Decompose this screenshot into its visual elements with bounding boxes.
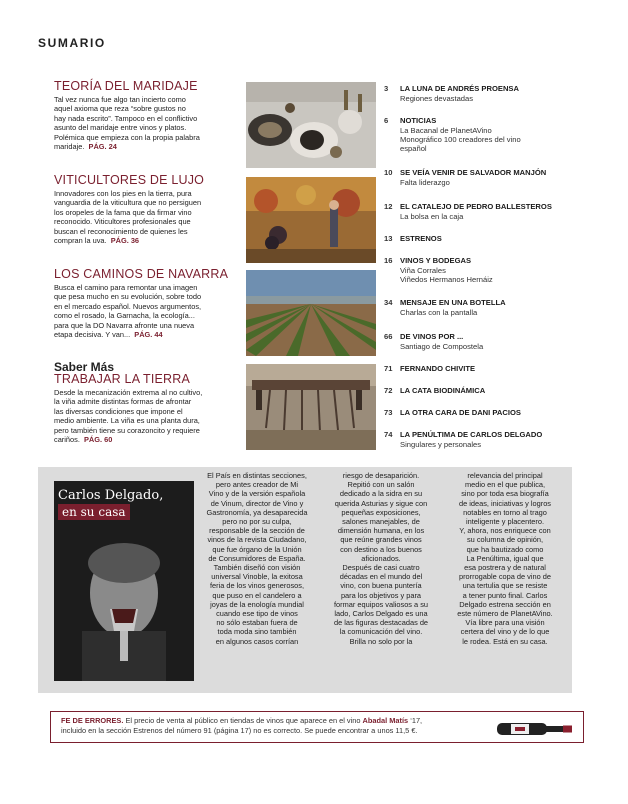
profile-box: [38, 467, 572, 693]
feature-text: Busca el camino para remontar una imagen que pesa mucho en su evolución, sobre todo en el mercado español. Nuevos argumentos, como el rosado, la Garnacha, la ecología... para que la DO Navarra afronte una nueva etapa decisiva. Y van... PÁG. 44: [54, 283, 202, 340]
photo-maridaje: [246, 82, 376, 168]
page-ref: PÁG. 60: [84, 435, 113, 445]
feature-caminos-navarra[interactable]: [54, 268, 234, 339]
page-ref: PÁG. 36: [110, 236, 140, 246]
feature-teoria-maridaje[interactable]: [54, 80, 234, 151]
feature-viticultores-lujo[interactable]: [54, 174, 234, 245]
page-ref: PÁG. 24: [88, 142, 117, 152]
page-ref: PÁG. 44: [134, 330, 163, 340]
contents-index: 3 LA LUNA DE ANDRÉS PROENSA Regiones devastadas 6 NOTICIAS La Bacanal de PlanetAVino Monográfico 100 creadores del vino español 10 SE VEÍA VENIR DE SALVADOR MANJÓN Falta liderazgo 12 EL CATALEJO DE PEDRO BALLESTEROS La bolsa en la caja 13 ESTRENOS 16 VINOS Y BODEGAS Viña Corrales Viñedos Hermanos Hernáiz 34 MENSAJE EN UNA BOTELLA Charlas con la pantalla 66 DE VINOS POR ... Santiago de Compostela 71 FERNANDO CHIVITE 72 LA CATA BIODINÁMICA 73 LA OTRA CARA DE DANI PACIOS 74 LA PENÚLTIMA DE CARLOS DELGADO Singulares y personales: [384, 84, 552, 449]
feature-text: Desde la mecanización extrema al no cultivo, la viña admite distintas formas de afrontar las diversas condiciones que impone el medio ambiente. La viña es una planta dura, pero también tiene su corazoncito y requiere cariños. PÁG. 60: [54, 388, 203, 445]
feature-trabajar-tierra[interactable]: [54, 361, 234, 444]
feature-title: LOS CAMINOS DE NAVARRA: [54, 267, 229, 281]
profile-text-col-3: relevancia del principal medio en el que publica, sino por toda esa biografía de ideas, iniciativas y logros notables en torno al trago inteligente y placentero. Y, ahora, nos enriquece con su columna de opinión, que ha bautizado como La Penúltima, igual que esa postrera y de natural prorrogable copa de vino de una tertulia que se resiste a tener punto final. Carlos Delgado estrena sección en este número de PlanetAVino. Vía libre para una visión certera del vino y de lo que le rodea. Está en su casa.: [457, 471, 553, 646]
feature-title: TRABAJAR LA TIERRA: [54, 372, 191, 386]
feature-text: Innovadores con los pies en la tierra, pura vanguardia de la viticultura que no persiguen los oropeles de la fama que da firmar vino reconocido. Viticultores profesionales que buscan el reconocimiento de quienes les compran la uva. PÁG. 36: [54, 189, 202, 246]
profile-name-sub: en su casa: [58, 504, 130, 520]
errata-box: [50, 711, 584, 743]
feature-title: VITICULTORES DE LUJO: [54, 173, 205, 187]
portrait-photo: [54, 481, 194, 681]
profile-name: Carlos Delgado, en su casa: [58, 488, 164, 519]
wine-bottle-icon: [497, 718, 573, 743]
errata-label: FE DE ERRORES.: [61, 716, 124, 725]
errata-wine: Abadal Matís: [362, 716, 409, 725]
photo-navarra: [246, 270, 376, 356]
photo-tierra: [246, 364, 376, 450]
feature-kicker: Saber Más: [54, 360, 115, 374]
photo-viticultores: [246, 177, 376, 263]
errata-text: FE DE ERRORES. El precio de venta al público en tiendas de vinos que aparece en el vino Abadal Matís ‘17, incluido en la sección Estrenos del número 91 (página 17) no es correcto. Se puede encontrar a unos 11,5 €.: [61, 716, 423, 735]
feature-text: Tal vez nunca fue algo tan incierto como aquel axioma que reza “sobre gustos no hay nada escrito”. Tampoco en el conflictivo asunto del maridaje entre vinos y platos. Polémica que empieza con la propia palabra maridaje. PÁG. 24: [54, 95, 200, 152]
profile-text-col-2: riesgo de desaparición. Repitió con un salón dedicado a la sidra en su querida Asturias y sigue con pequeñas exposiciones, salones manejables, de dimensión humana, en los que reúne grandes vinos con destino a los buenos aficionados. Después de casi cuatro décadas en el mundo del vino, con buena puntería para los objetivos y para formar equipos valiosos a su lado, Carlos Delgado es una de las figuras destacadas de la comunicación del vino. Brilla no solo por la: [333, 471, 429, 646]
profile-text-col-1: El País en distintas secciones, pero antes creador de Mi Vino y de la versión española de Vinum, director de Vino y Gastronomía, ya desaparecida pero no por su culpa, responsable de la sección de vinos de la revista Ciudadano, que fue órgano de la Unión de Consumidores de España. También diseñó con visión universal Vinoble, la exitosa feria de los vinos generosos, que puso en el candelero a joyas de la enología mundial cuando ese tipo de vinos no sólo estaban fuera de toda moda sino también en algunos casos corrían: [206, 471, 308, 646]
feature-title: TEORÍA DEL MARIDAJE: [54, 79, 198, 93]
page-title: SUMARIO: [38, 36, 106, 50]
